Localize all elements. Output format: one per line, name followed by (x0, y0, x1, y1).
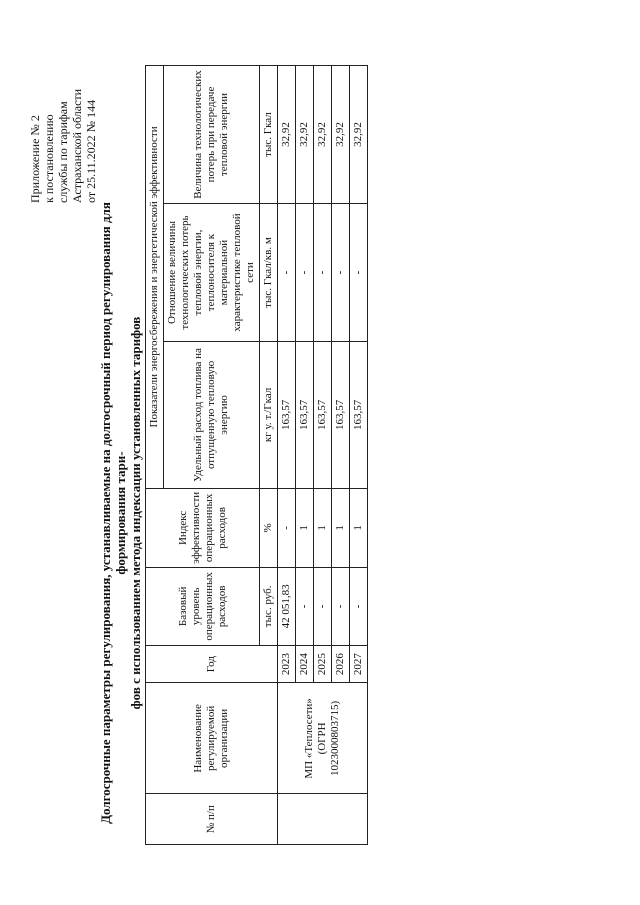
header-base: Базовый уровень операционных расходов (146, 567, 260, 645)
base-cell: 42 051,83 (278, 567, 296, 645)
year-cell: 2027 (350, 645, 368, 683)
header-num: № п/п (146, 793, 278, 844)
ratio-cell: - (350, 203, 368, 341)
index-cell: 1 (296, 488, 314, 567)
loss-cell: 32,92 (350, 65, 368, 203)
ratio-cell: - (296, 203, 314, 341)
base-cell: - (350, 567, 368, 645)
header-loss: Величина технологических потерь при передаче тепловой энергии (164, 65, 260, 203)
unit-index: % (260, 488, 278, 567)
ratio-cell: - (314, 203, 332, 341)
header-ratio: Отношение величины технологических потерь тепловой энергии, теплоносителя к материальной характеристике тепловой сети (164, 203, 260, 341)
header-org: Наименование регулируемой организации (146, 682, 278, 793)
year-cell: 2023 (278, 645, 296, 683)
row-number-cell (278, 793, 368, 844)
header-index: Индекс эффективности операционных расходов (146, 488, 260, 567)
appendix-note (28, 43, 98, 203)
index-cell: 1 (314, 488, 332, 567)
table-row (278, 65, 296, 844)
index-cell: - (278, 488, 296, 567)
year-cell: 2025 (314, 645, 332, 683)
fuel-cell: 163,57 (296, 341, 314, 488)
loss-cell: 32,92 (278, 65, 296, 203)
title-line: фов с использованием метода индексации установленных тарифов (128, 316, 143, 709)
appendix-line: Приложение № 2 (28, 114, 42, 203)
document-title (98, 173, 143, 853)
appendix-line: Астраханской области (70, 88, 84, 203)
header-group: Показатели энергосбережения и энергетической эффективности (146, 65, 164, 488)
appendix-line: службы по тарифам (56, 100, 70, 203)
header-year: Год (146, 645, 278, 683)
base-cell: - (314, 567, 332, 645)
ratio-cell: - (278, 203, 296, 341)
header-row (146, 65, 164, 844)
unit-ratio: тыс. Гкал/кв. м (260, 203, 278, 341)
ratio-cell: - (332, 203, 350, 341)
appendix-line: к постановлению (42, 113, 56, 203)
rotated-page (20, 23, 620, 883)
loss-cell: 32,92 (314, 65, 332, 203)
base-cell: - (296, 567, 314, 645)
fuel-cell: 163,57 (350, 341, 368, 488)
index-cell: 1 (350, 488, 368, 567)
org-name-cell: МП «Теплосети» (ОГРН 1023000803715) (278, 682, 368, 793)
unit-loss: тыс. Гкал (260, 65, 278, 203)
year-cell: 2024 (296, 645, 314, 683)
parameters-table (145, 65, 368, 845)
appendix-line: от 25.11.2022 № 144 (84, 99, 98, 203)
fuel-cell: 163,57 (278, 341, 296, 488)
fuel-cell: 163,57 (314, 341, 332, 488)
loss-cell: 32,92 (296, 65, 314, 203)
fuel-cell: 163,57 (332, 341, 350, 488)
title-line: Долгосрочные параметры регулирования, устанавливаемые на долгосрочный период регулирования для формирования тари- (98, 201, 128, 824)
unit-fuel: кг у. т./Гкал (260, 341, 278, 488)
year-cell: 2026 (332, 645, 350, 683)
index-cell: 1 (332, 488, 350, 567)
unit-base: тыс. руб. (260, 567, 278, 645)
loss-cell: 32,92 (332, 65, 350, 203)
header-fuel: Удельный расход топлива на отпущенную тепловую энергию (164, 341, 260, 488)
base-cell: - (332, 567, 350, 645)
